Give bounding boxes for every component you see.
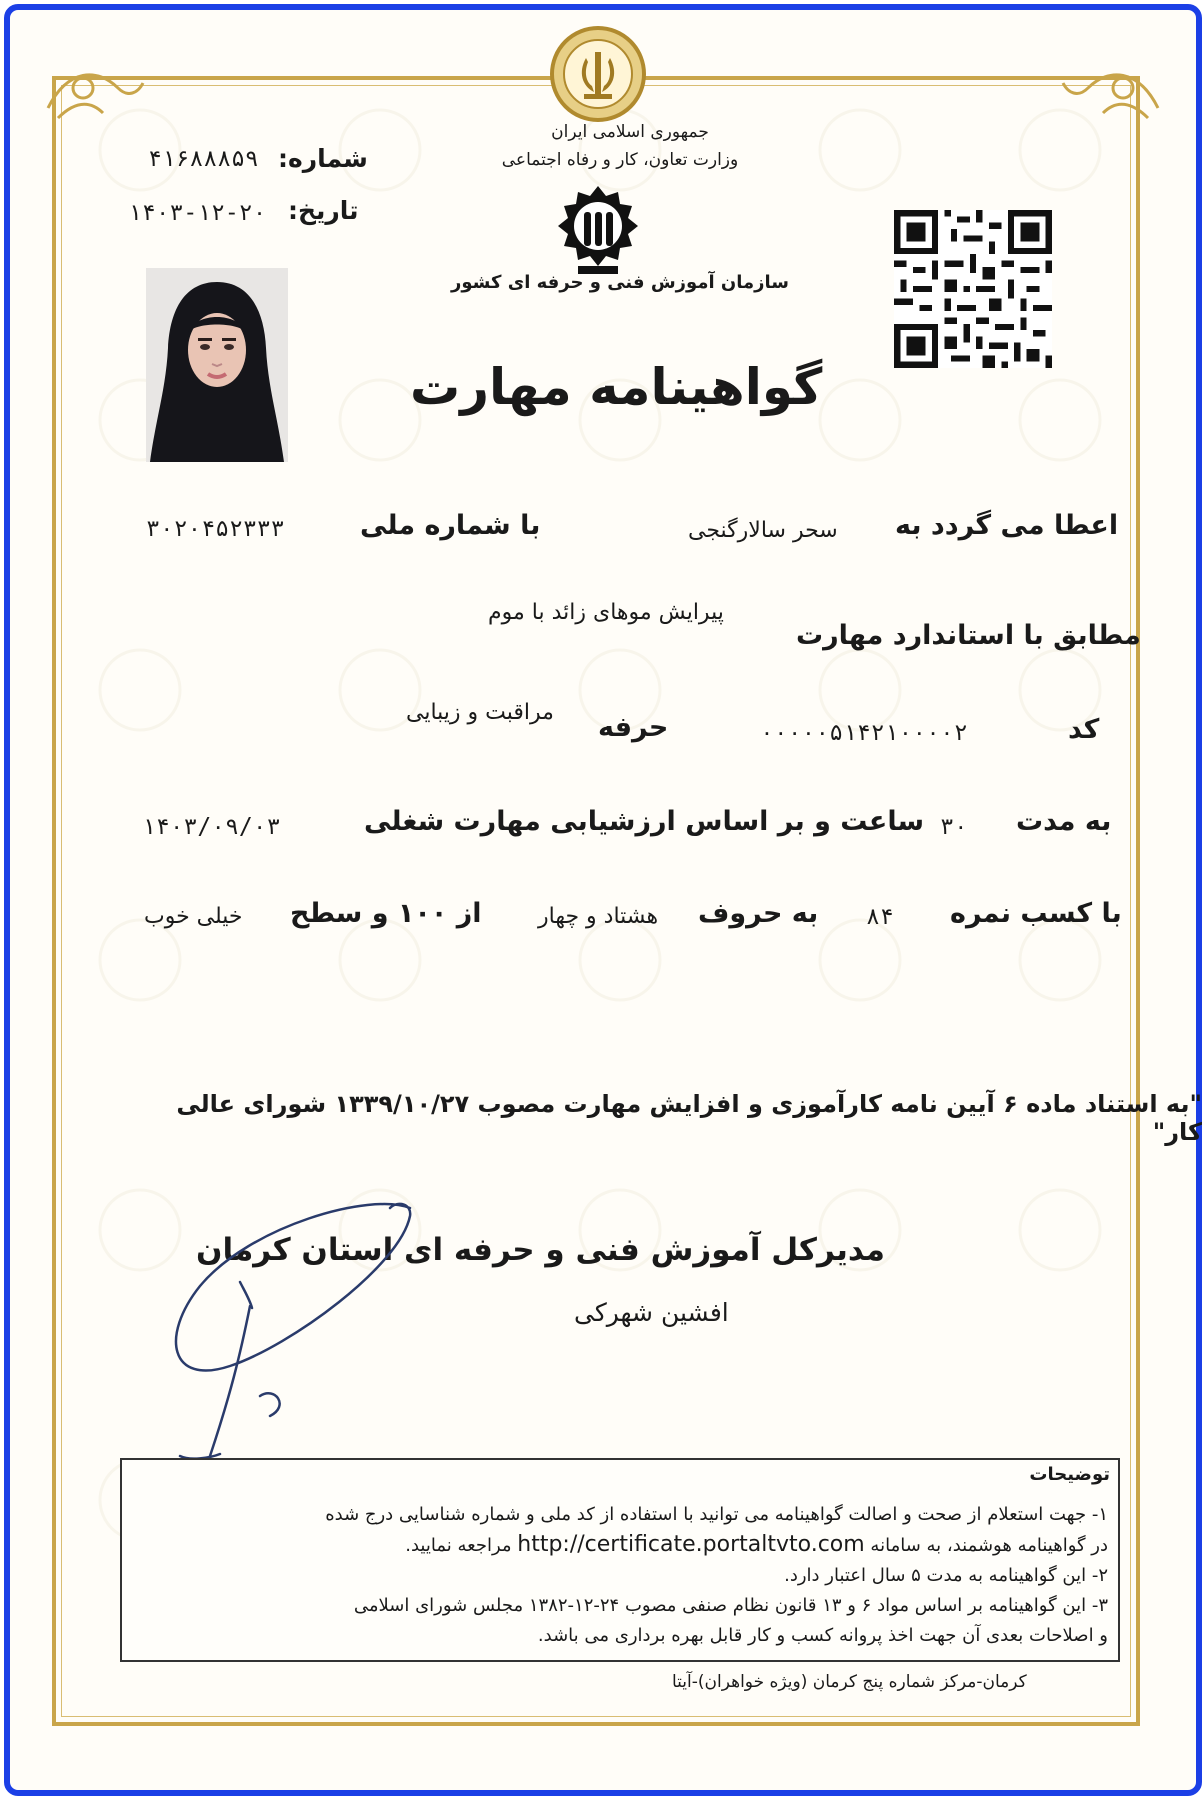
- tvto-logo-icon: [548, 182, 648, 282]
- corner-flourish-left-icon: [38, 48, 148, 128]
- corner-flourish-right-icon: [1058, 48, 1168, 128]
- duration-description: ساعت و بر اساس ارزشیابی مهارت شغلی: [364, 806, 925, 837]
- granted-to-label: اعطا می گردد به: [895, 510, 1119, 541]
- signatory-name: افشین شهرکی: [574, 1298, 729, 1327]
- iran-emblem-icon: [548, 24, 648, 124]
- recipient-name: سحر سالارگنجی: [688, 518, 838, 543]
- score-letters-value: هشتاد و چهار: [538, 904, 659, 929]
- standard-value: پیرایش موهای زائد با موم: [488, 600, 724, 625]
- code-label: کد: [1068, 714, 1100, 745]
- out-of-label: از ۱۰۰ و سطح: [290, 898, 482, 929]
- duration-label: به مدت: [1016, 806, 1112, 837]
- notes-heading: توضیحات: [1029, 1464, 1110, 1485]
- signature-scribble: [140, 1196, 440, 1486]
- national-id-label: با شماره ملی: [360, 510, 541, 541]
- certificate-number-label: شماره:: [278, 144, 368, 173]
- profession-label: حرفه: [598, 712, 669, 743]
- duration-value: ۳۰: [940, 814, 968, 840]
- recipient-photo: [146, 268, 288, 462]
- level-value: خیلی خوب: [144, 904, 243, 929]
- note-line-1: ۱- جهت استعلام از صحت و اصالت گواهینامه می توانید با استفاده از کد ملی و شماره شناسایی درج شده: [325, 1504, 1108, 1525]
- national-id-value: ۳۰۲۰۴۵۲۳۳۳: [146, 516, 285, 542]
- qr-code: [894, 210, 1052, 368]
- notes-box: [120, 1458, 1120, 1662]
- certificate-date-value: ۱۴۰۳-۱۲-۲۰: [128, 200, 267, 226]
- profession-value: مراقبت و زیبایی: [406, 700, 554, 725]
- note-line-5: و اصلاحات بعدی آن جهت اخذ پروانه کسب و کار قابل بهره برداری می باشد.: [537, 1625, 1108, 1646]
- issuing-center: کرمان-مرکز شماره پنج کرمان (ویژه خواهران)-آیتا: [672, 1672, 1027, 1692]
- note-line-2-end: مراجعه نمایید.: [405, 1535, 512, 1556]
- certificate-date-label: تاریخ:: [288, 196, 359, 225]
- note-line-2-start: در گواهینامه هوشمند، به سامانه: [870, 1535, 1108, 1556]
- score-value: ۸۴: [866, 904, 894, 930]
- certificate-title: گواهینامه مهارت: [410, 358, 823, 416]
- signatory-title: مدیرکل آموزش فنی و حرفه ای استان کرمان: [196, 1232, 885, 1268]
- score-label: با کسب نمره: [950, 898, 1122, 929]
- ministry-title: وزارت تعاون، کار و رفاه اجتماعی: [501, 150, 739, 170]
- organization-title: سازمان آموزش فنی و حرفه ای کشور: [451, 272, 789, 293]
- assessment-date: ۱۴۰۳/۰۹/۰۳: [142, 814, 281, 840]
- note-line-3: ۲- این گواهینامه به مدت ۵ سال اعتبار دارد.: [784, 1565, 1108, 1586]
- score-letters-label: به حروف: [698, 898, 819, 929]
- note-line-4: ۳- این گواهینامه بر اساس مواد ۶ و ۱۳ قانون نظام صنفی مصوب ۲۴-۱۲-۱۳۸۲ مجلس شورای اسلامی: [353, 1595, 1108, 1616]
- standard-label: مطابق با استاندارد مهارت: [796, 620, 1141, 651]
- republic-title: جمهوری اسلامی ایران: [551, 122, 709, 142]
- verification-url-link[interactable]: http://certificate.portaltvto.com: [517, 1532, 865, 1557]
- code-value: ۰۰۰۰۰۵۱۴۲۱۰۰۰۰۲: [760, 720, 968, 746]
- certificate-number-value: ۴۱۶۸۸۸۵۹: [148, 146, 259, 172]
- note-line-2: [128, 1530, 1108, 1561]
- legal-statement: "به استناد ماده ۶ آیین نامه کارآموزی و افزایش مهارت مصوب ۱۳۳۹/۱۰/۲۷ شورای عالی کار": [176, 1090, 1202, 1146]
